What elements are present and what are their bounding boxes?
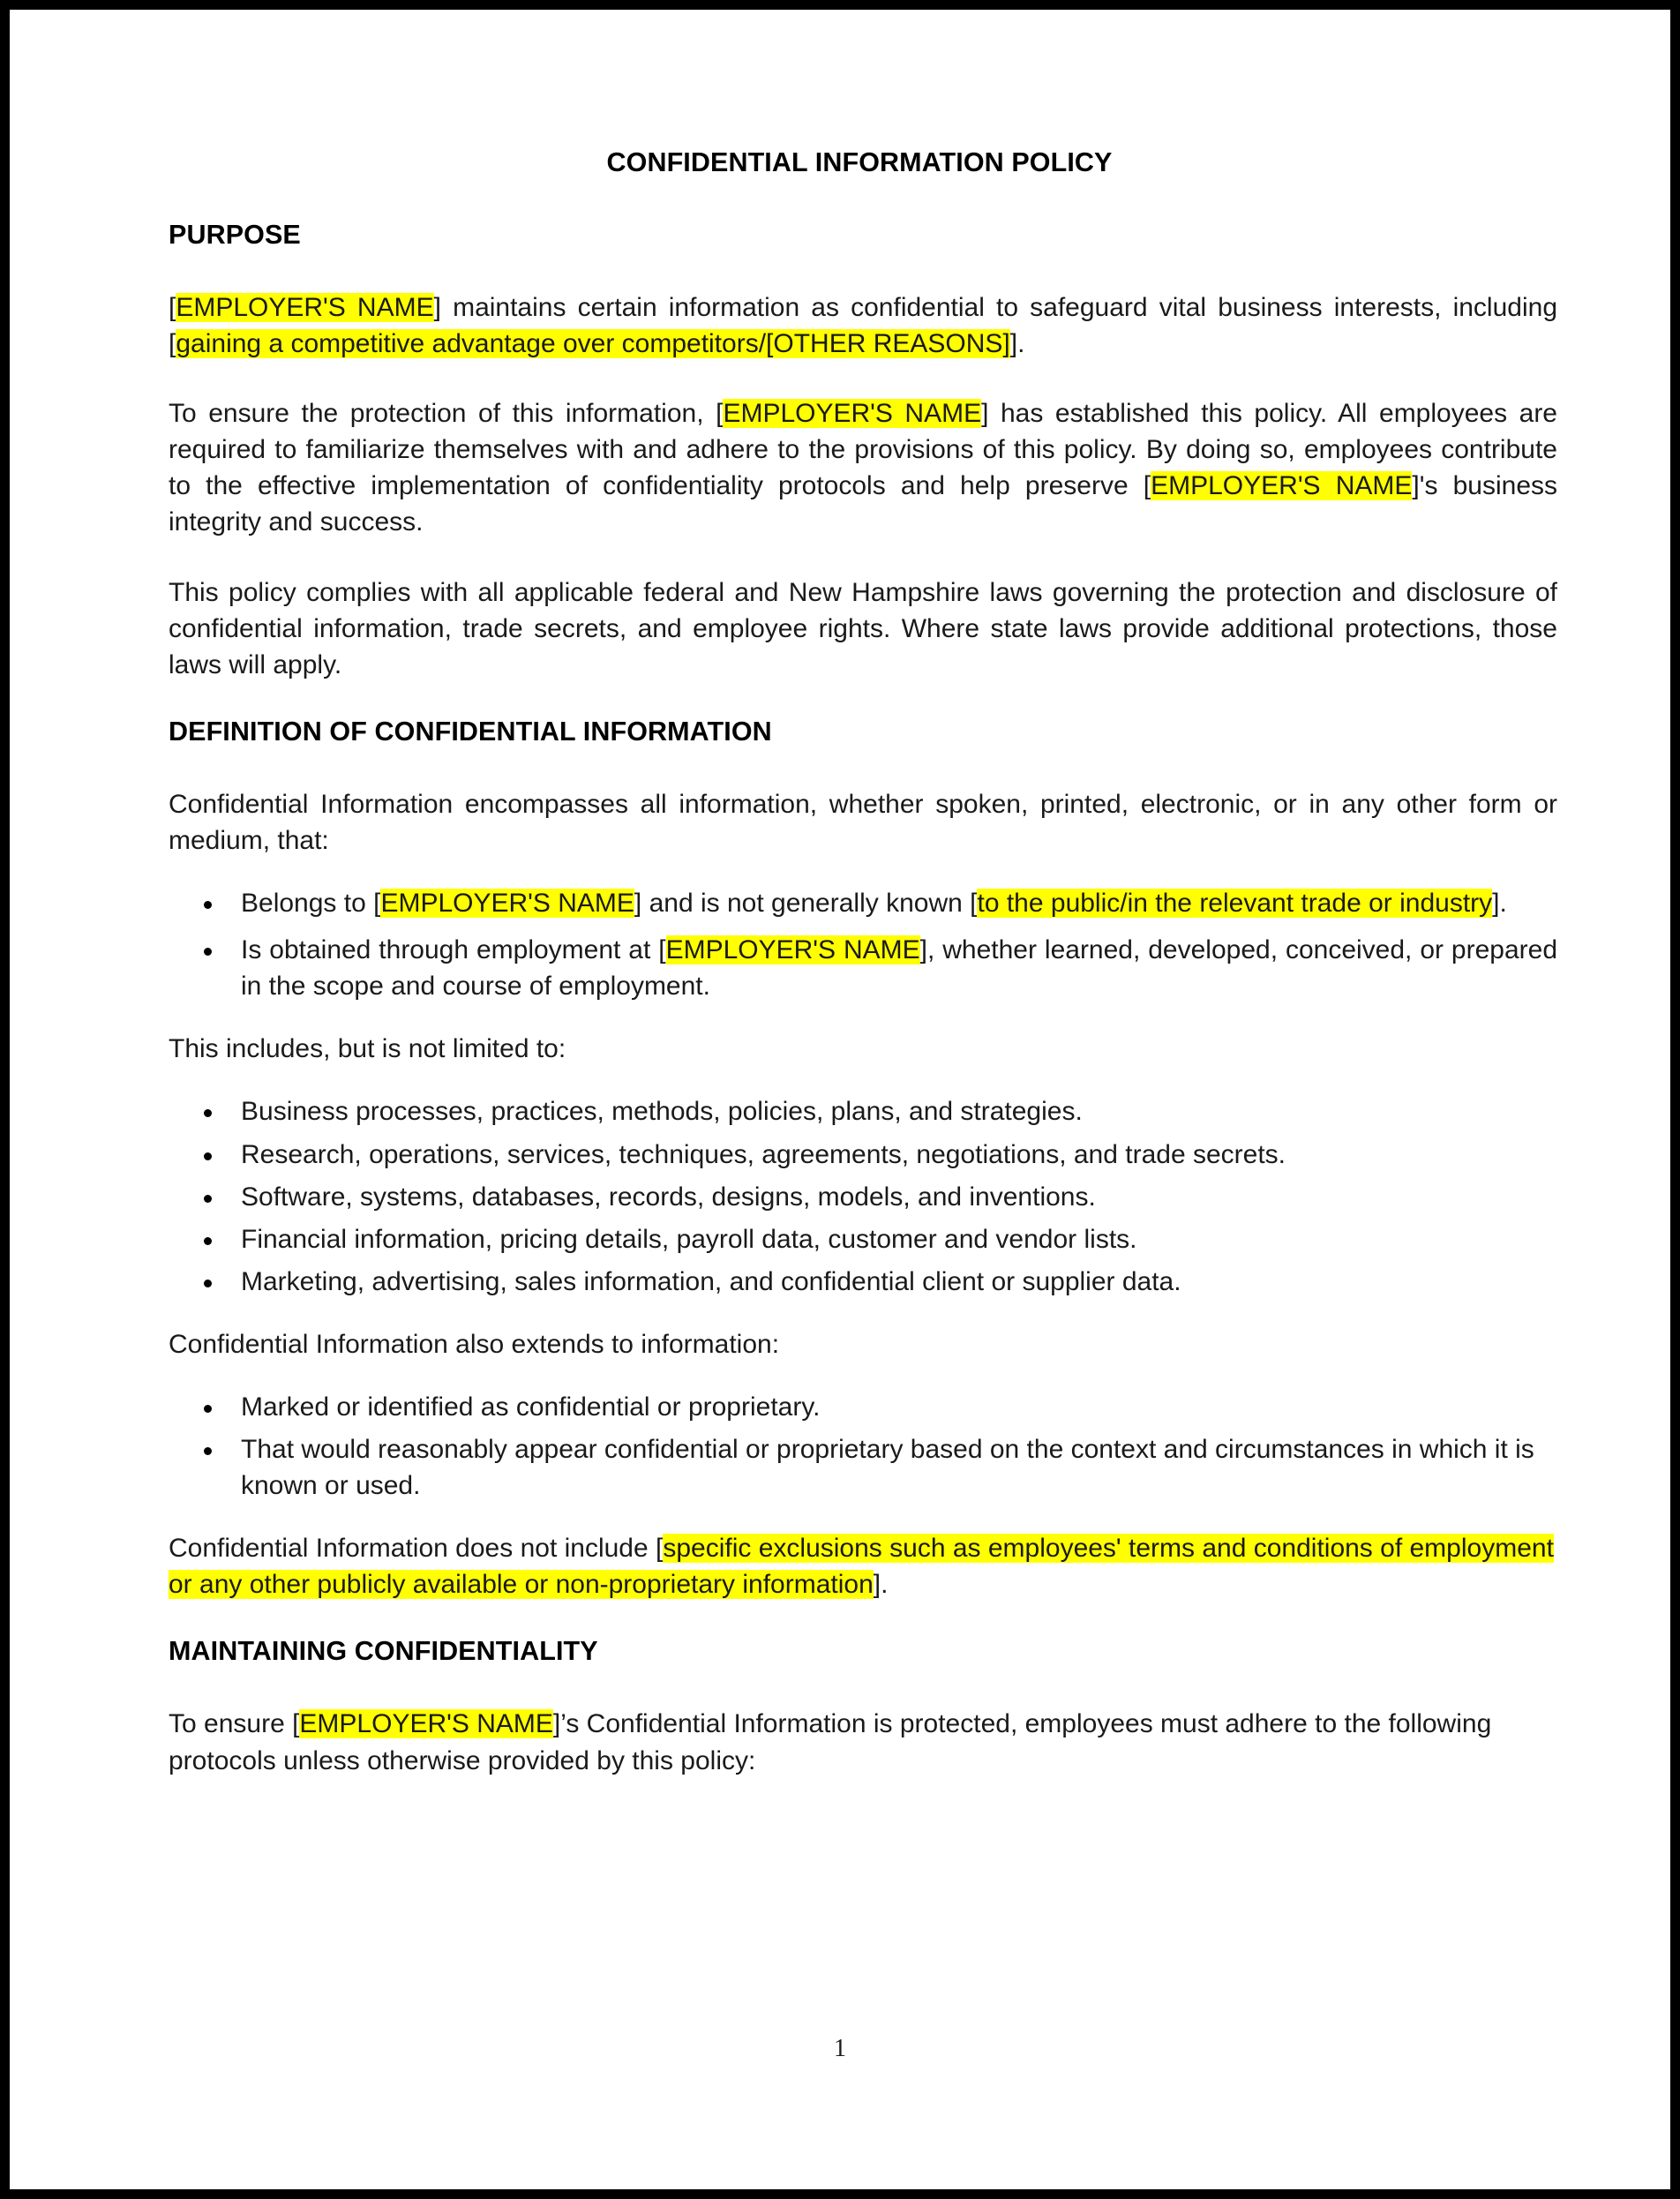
bullet-text-mid: ], whether learned, developed, conceived, or prepared in the scope and course of employment. <box>241 935 1558 1002</box>
includes-intro: This includes, but is not limited to: <box>169 1034 566 1064</box>
list-item: Research, operations, services, techniques, agreements, negotiations, and trade secrets. <box>169 1137 1557 1173</box>
heading-definition: DEFINITION OF CONFIDENTIAL INFORMATION <box>169 716 772 747</box>
bullet-text-lead: Belongs to [ <box>241 889 381 919</box>
placeholder-employer-name: EMPLOYER'S NAME <box>665 935 920 965</box>
heading-maintaining-confidentiality: MAINTAINING CONFIDENTIALITY <box>169 1636 598 1667</box>
purpose-p2-text: ] has established this policy. All employees are required to familiarize themselves with and adhere to the provisions of this policy. By doing so, employees contribute to the effective implementation of confidentiality protocols and help preserve [ <box>169 399 1557 501</box>
bracket-open: [ <box>169 293 176 322</box>
bullet-text-mid: ] and is not generally known [ <box>634 889 978 919</box>
purpose-paragraph-1 <box>169 289 1557 362</box>
exclusion-tail: ]. <box>873 1570 889 1600</box>
purpose-p2-lead: To ensure the protection of this information, [ <box>169 399 724 429</box>
extends-bullet-list <box>169 1389 1557 1504</box>
list-item: Financial information, pricing details, payroll data, customer and vendor lists. <box>169 1221 1557 1257</box>
page-number: 1 <box>834 2035 846 2062</box>
maintaining-tail: ]’s Confidential Information is protected, employees must adhere to the following protocols unless otherwise provided by this policy: <box>169 1709 1492 1775</box>
heading-purpose: PURPOSE <box>169 220 301 250</box>
definition-intro: Confidential Information encompasses all information, whether spoken, printed, electronic, or in any other form or medium, that: <box>169 789 1557 855</box>
page-content <box>10 10 1670 2189</box>
placeholder-employer-name: EMPLOYER'S NAME <box>723 399 982 429</box>
placeholder-public-trade: to the public/in the relevant trade or industry <box>977 889 1493 919</box>
maintaining-lead: To ensure [ <box>169 1709 300 1739</box>
purpose-paragraph-3: This policy complies with all applicable federal and New Hampshire laws governing the protection and disclosure of confidential information, trade secrets, and employee rights. Where state laws provide additional protections, those laws will apply. <box>169 577 1557 679</box>
list-item: Marked or identified as confidential or proprietary. <box>169 1389 1557 1425</box>
bullet-text-tail: ]. <box>1492 889 1507 919</box>
exclusion-lead: Confidential Information does not include [ <box>169 1534 664 1564</box>
placeholder-other-reasons: gaining a competitive advantage over competitors/[OTHER REASONS] <box>176 329 1010 359</box>
list-item: Business processes, practices, methods, policies, plans, and strategies. <box>169 1093 1557 1130</box>
list-item <box>169 885 1557 921</box>
purpose-p2-tail: ]'s business integrity and success. <box>169 471 1557 537</box>
placeholder-employer-name: EMPLOYER'S NAME <box>1151 471 1413 501</box>
extends-intro: Confidential Information also extends to information: <box>169 1329 780 1359</box>
maintaining-paragraph <box>169 1706 1557 1778</box>
exclusion-paragraph <box>169 1530 1557 1602</box>
list-item <box>169 932 1557 1004</box>
purpose-p1-tail: ]. <box>1009 329 1025 359</box>
list-item: That would reasonably appear confidential or proprietary based on the context and circumstances in which it is known or used. <box>169 1431 1557 1504</box>
list-item: Software, systems, databases, records, designs, models, and inventions. <box>169 1179 1557 1215</box>
purpose-p1-text: ] maintains certain information as confidential to safeguard vital business interests, including [ <box>169 293 1558 359</box>
list-item: Marketing, advertising, sales information, and confidential client or supplier data. <box>169 1264 1557 1300</box>
document-title: CONFIDENTIAL INFORMATION POLICY <box>606 147 1113 177</box>
definition-bullet-list <box>169 885 1557 1004</box>
placeholder-employer-name: EMPLOYER'S NAME <box>176 293 434 322</box>
placeholder-specific-exclusions: specific exclusions such as employees' terms and conditions of employment or any other publicly available or non-proprietary information <box>169 1534 1554 1600</box>
purpose-paragraph-2 <box>169 395 1557 540</box>
placeholder-employer-name: EMPLOYER'S NAME <box>299 1709 553 1739</box>
includes-bullet-list <box>169 1093 1557 1299</box>
placeholder-employer-name: EMPLOYER'S NAME <box>380 889 634 919</box>
bullet-text-lead: Is obtained through employment at [ <box>241 935 666 965</box>
